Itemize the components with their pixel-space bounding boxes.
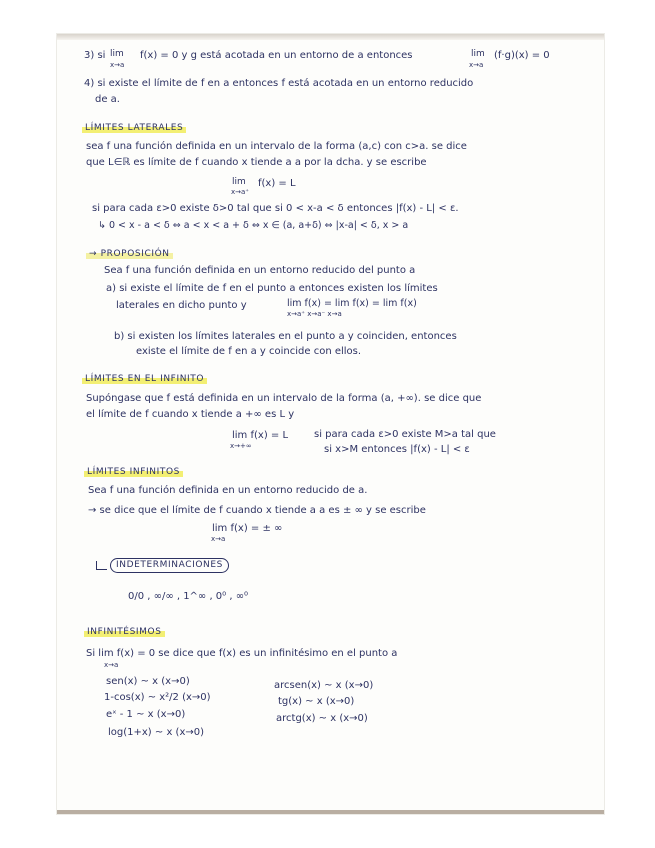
property-3-text: f(x) = 0 y g está acotada en un entorno de a entonces <box>140 50 413 61</box>
laterales-lim: lim <box>232 177 246 187</box>
page-top-edge <box>57 34 604 40</box>
infinito-lim-sub: x→+∞ <box>230 442 252 450</box>
heading-limites-en-el-infinito: LÍMITES EN EL INFINITO <box>82 374 207 385</box>
heading-limites-laterales: LÍMITES LATERALES <box>82 123 186 134</box>
page-bottom-edge <box>57 810 604 814</box>
property-3-end: (f·g)(x) = 0 <box>494 50 550 61</box>
heading-infinitesimos: INFINITÉSIMOS <box>84 627 165 638</box>
infinito-cond-1: si para cada ε>0 existe M>a tal que <box>314 429 496 440</box>
equivalence-arcsen: arcsen(x) ~ x (x→0) <box>274 680 374 691</box>
property-3-lim2: lim <box>471 49 485 59</box>
indeterminaciones-list: 0/0 , ∞/∞ , 1^∞ , 0⁰ , ∞⁰ <box>128 591 249 602</box>
laterales-lim-sub: x→a⁺ <box>231 188 249 196</box>
infinito-line-1: Supóngase que f está definida en un intervalo de la forma (a, +∞). se dice que <box>86 393 482 404</box>
heading-proposicion: → PROPOSICIÓN <box>86 249 173 260</box>
infinito-lim: lim f(x) = L <box>232 430 289 441</box>
laterales-line-4: ↳ 0 < x - a < δ ⇔ a < x < a + δ ⇔ x ∈ (a, a+δ) ⇔ |x-a| < δ, x > a <box>98 220 409 231</box>
proposicion-line-1: Sea f una función definida en un entorno reducido del punto a <box>104 265 416 276</box>
equivalence-log: log(1+x) ~ x (x→0) <box>108 727 205 738</box>
property-3-lim-sub: x→a <box>110 61 125 69</box>
proposicion-line-3: laterales en dicho punto y <box>116 300 247 311</box>
laterales-line-1: sea f una función definida en un intervalo de la forma (a,c) con c>a. se dice <box>86 141 467 152</box>
property-3-lim: lim <box>110 49 124 59</box>
infinitesimos-definition: Si lim f(x) = 0 se dice que f(x) es un infinitésimo en el punto a <box>86 648 398 659</box>
infinito-cond-2: si x>M entonces |f(x) - L| < ε <box>324 444 470 455</box>
indeterminaciones-label: INDETERMINACIONES <box>110 558 229 573</box>
indeterminaciones-arrow <box>96 561 107 570</box>
laterales-line-3: si para cada ε>0 existe δ>0 tal que si 0 < x-a < δ entonces |f(x) - L| < ε. <box>92 203 459 214</box>
infinito-line-2: el límite de f cuando x tiende a +∞ es L y <box>86 409 295 420</box>
infinitesimos-definition-sub: x→a <box>104 661 119 669</box>
equivalence-sen: sen(x) ~ x (x→0) <box>106 676 190 687</box>
proposicion-line-2: a) si existe el límite de f en el punto a entonces existen los límites <box>106 283 438 294</box>
proposicion-limits-sub: x→a⁺ x→a⁻ x→a <box>287 310 342 318</box>
property-3-start: 3) si <box>84 50 106 61</box>
equivalence-exp: eˣ - 1 ~ x (x→0) <box>106 709 186 720</box>
equivalence-cos: 1-cos(x) ~ x²/2 (x→0) <box>104 692 211 703</box>
property-3-lim2-sub: x→a <box>469 61 484 69</box>
equivalence-arctg: arctg(x) ~ x (x→0) <box>276 713 368 724</box>
property-4-cont: de a. <box>95 94 120 105</box>
property-4: 4) si existe el límite de f en a entonces f está acotada en un entorno reducido <box>84 78 474 89</box>
infinitos-lim: lim f(x) = ± ∞ <box>212 523 283 534</box>
laterales-line-2: que L∈ℝ es límite de f cuando x tiende a a por la dcha. y se escribe <box>86 157 427 168</box>
laterales-lim-rest: f(x) = L <box>258 178 296 189</box>
infinitos-line-2: → se dice que el límite de f cuando x tiende a a es ± ∞ y se escribe <box>88 505 426 516</box>
proposicion-line-5: existe el límite de f en a y coincide con ellos. <box>136 346 362 357</box>
proposicion-line-4: b) si existen los límites laterales en el punto a y coinciden, entonces <box>114 331 457 342</box>
infinitos-lim-sub: x→a <box>211 535 226 543</box>
infinitos-line-1: Sea f una función definida en un entorno reducido de a. <box>88 485 368 496</box>
proposicion-limits: lim f(x) = lim f(x) = lim f(x) <box>287 298 417 309</box>
heading-limites-infinitos: LÍMITES INFINITOS <box>84 467 183 478</box>
equivalence-tg: tg(x) ~ x (x→0) <box>278 696 355 707</box>
